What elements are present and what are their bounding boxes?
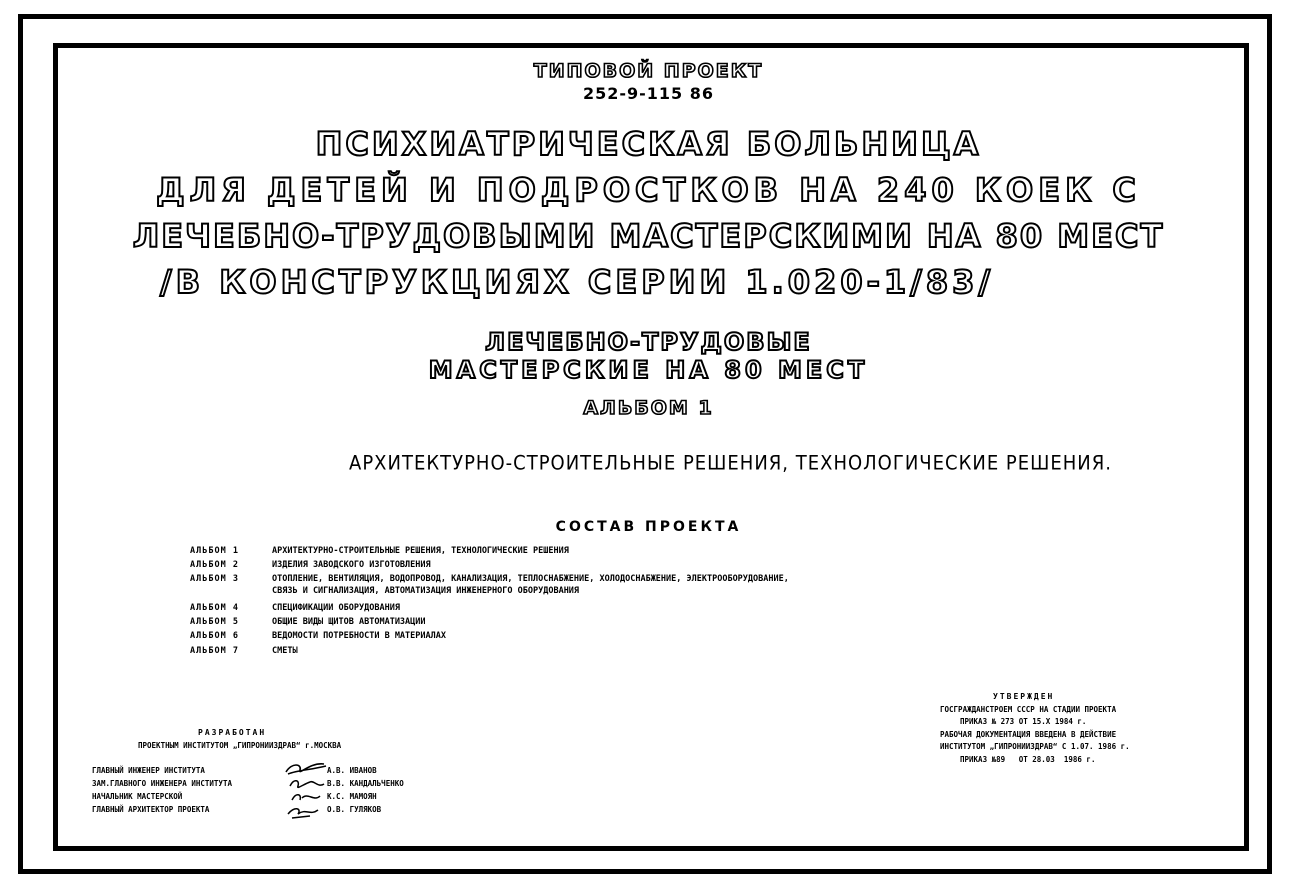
developed-org: ПРОЕКТНЫМ ИНСТИТУТОМ „ГИПРОНИИЗДРАВ“ г.МОСКВА [138, 741, 342, 750]
composition-heading: СОСТАВ ПРОЕКТА [555, 519, 742, 535]
subtitle-line-2: МАСТЕРСКИЕ НА 80 МЕСТ [428, 356, 869, 384]
approved-heading: УТВЕРЖДЕН [993, 692, 1055, 701]
project-type: ТИПОВОЙ ПРОЕКТ [533, 60, 764, 82]
album-text: ОТОПЛЕНИЕ, ВЕНТИЛЯЦИЯ, ВОДОПРОВОД, КАНАЛИЗАЦИЯ, ТЕПЛОСНАБЖЕНИЕ, ХОЛОДОСНАБЖЕНИЕ, ЭЛЕКТРООБОРУДОВАНИЕ, [272, 574, 789, 584]
album-row [190, 604, 400, 613]
signatory-role: ГЛАВНЫЙ ИНЖЕНЕР ИНСТИТУТА [92, 766, 205, 775]
title-line-4: /В КОНСТРУКЦИЯХ СЕРИИ 1.020-1/83/ [160, 263, 995, 301]
title-line-3: ЛЕЧЕБНО-ТРУДОВЫМИ МАСТЕРСКИМИ НА 80 МЕСТ [132, 217, 1165, 255]
signatory-name: К.С. МАМОЯН [327, 792, 377, 801]
album-label: АЛЬБОМ 7 [190, 646, 239, 656]
album-label: АЛЬБОМ 6 [190, 631, 239, 641]
handwritten-signatures [280, 758, 330, 824]
approved-line: РАБОЧАЯ ДОКУМЕНТАЦИЯ ВВЕДЕНА В ДЕЙСТВИЕ [940, 730, 1117, 739]
album-label: АЛЬБОМ 2 [190, 560, 239, 570]
approved-line: ИНСТИТУТОМ „ГИПРОНИИЗДРАВ“ С 1.07. 1986 г. [940, 742, 1130, 751]
album-text: СМЕТЫ [272, 646, 298, 656]
subtitle-line-1: ЛЕЧЕБНО-ТРУДОВЫЕ [485, 328, 812, 356]
album-label: АЛЬБОМ 1 [190, 546, 239, 556]
album-text: АРХИТЕКТУРНО-СТРОИТЕЛЬНЫЕ РЕШЕНИЯ, ТЕХНОЛОГИЧЕСКИЕ РЕШЕНИЯ [272, 546, 569, 556]
signatory-name: О.В. ГУЛЯКОВ [327, 805, 382, 814]
album-label: АЛЬБОМ 5 [190, 617, 239, 627]
album-row [190, 547, 569, 556]
project-code: 252-9-115 86 [582, 84, 715, 103]
approved-line: ПРИКАЗ № 273 ОТ 15.Х 1984 г. [960, 717, 1087, 726]
album-text: ИЗДЕЛИЯ ЗАВОДСКОГО ИЗГОТОВЛЕНИЯ [272, 560, 431, 570]
signatory-role: ЗАМ.ГЛАВНОГО ИНЖЕНЕРА ИНСТИТУТА [92, 779, 232, 788]
album-text: ОБЩИЕ ВИДЫ ЩИТОВ АВТОМАТИЗАЦИИ [272, 617, 426, 627]
title-line-2: ДЛЯ ДЕТЕЙ И ПОДРОСТКОВ НА 240 КОЕК С [156, 171, 1141, 209]
signatory-name: В.В. КАНДАЛЬЧЕНКО [327, 779, 404, 788]
signatory-name: А.В. ИВАНОВ [327, 766, 377, 775]
signatory-role: ГЛАВНЫЙ АРХИТЕКТОР ПРОЕКТА [92, 805, 210, 814]
approved-line: ПРИКАЗ №89 ОТ 28.03 1986 г. [960, 755, 1096, 764]
album-text: ВЕДОМОСТИ ПОТРЕБНОСТИ В МАТЕРИАЛАХ [272, 631, 446, 641]
signatory-role: НАЧАЛЬНИК МАСТЕРСКОЙ [92, 792, 183, 801]
album-row [190, 575, 789, 584]
developed-heading: РАЗРАБОТАН [198, 728, 267, 737]
album-row [190, 561, 431, 570]
album-text-continuation: СВЯЗЬ И СИГНАЛИЗАЦИЯ, АВТОМАТИЗАЦИЯ ИНЖЕНЕРНОГО ОБОРУДОВАНИЯ [272, 586, 580, 596]
album-row [190, 647, 298, 656]
album-number: АЛЬБОМ 1 [583, 397, 714, 419]
section-title: АРХИТЕКТУРНО-СТРОИТЕЛЬНЫЕ РЕШЕНИЯ, ТЕХНОЛОГИЧЕСКИЕ РЕШЕНИЯ. [349, 451, 1112, 475]
album-label: АЛЬБОМ 4 [190, 603, 239, 613]
album-text: СПЕЦИФИКАЦИИ ОБОРУДОВАНИЯ [272, 603, 400, 613]
album-label: АЛЬБОМ 3 [190, 574, 239, 584]
approved-line: ГОСГРАЖДАНСТРОЕМ СССР НА СТАДИИ ПРОЕКТА [940, 705, 1117, 714]
album-row [190, 618, 426, 627]
title-line-1: ПСИХИАТРИЧЕСКАЯ БОЛЬНИЦА [315, 125, 982, 163]
album-row [190, 632, 446, 641]
